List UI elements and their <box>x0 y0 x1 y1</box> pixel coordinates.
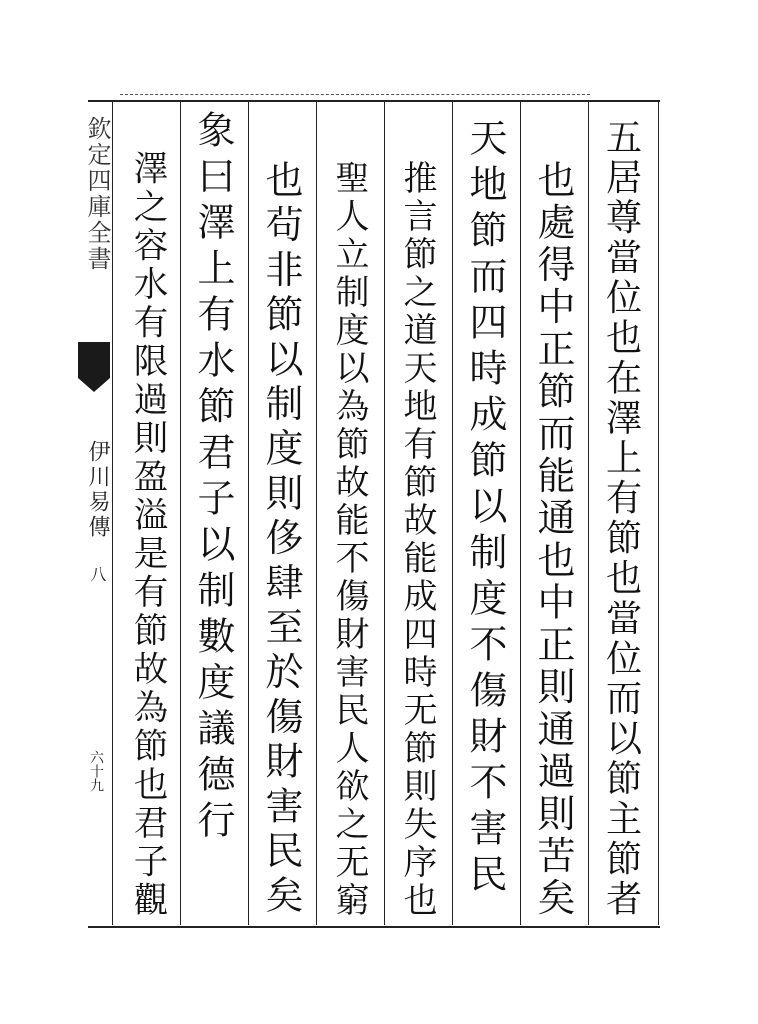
frame-bottom <box>88 926 660 928</box>
text-column-7: 象曰澤上有水節君子以制數度議德行 <box>191 110 235 846</box>
column-rule <box>112 101 113 925</box>
text-column-3: 天地節而四時成節以制度不傷財不害民 <box>463 118 507 900</box>
column-rule <box>384 101 385 925</box>
frame-top-dashed <box>120 94 590 95</box>
column-rule <box>588 101 589 925</box>
text-column-8: 澤之容水有限過則盈溢是有節故為節也君子觀 <box>127 150 167 920</box>
margin-book-title: 伊川易傳 <box>85 440 110 540</box>
margin-page-number: 六十九 <box>88 750 104 792</box>
column-rule <box>316 101 317 925</box>
margin-title: 欽定四庫全書 <box>83 116 111 272</box>
text-column-4: 推言節之道天地有節故能成四時无節則失序也 <box>397 160 437 920</box>
column-rule <box>248 101 249 925</box>
fish-tail-mark-icon <box>78 342 110 378</box>
column-rule <box>180 101 181 925</box>
column-rule <box>520 101 521 925</box>
column-rule <box>452 101 453 925</box>
text-column-6: 也茍非節以制度則侈肆至於傷財害民矣 <box>259 160 303 920</box>
text-column-5: 聖人立制度以為節故能不傷財害民人欲之无窮 <box>329 160 369 920</box>
fold-margin <box>78 110 110 926</box>
text-column-2: 也處得中正節而能通也中正則通過則苦矣 <box>531 160 575 920</box>
column-rule <box>658 101 659 925</box>
text-column-1: 五居尊當位也在澤上有節也當位而以節主節者 <box>600 118 642 920</box>
frame-top <box>88 100 660 102</box>
margin-volume-number: 八 <box>88 566 107 582</box>
